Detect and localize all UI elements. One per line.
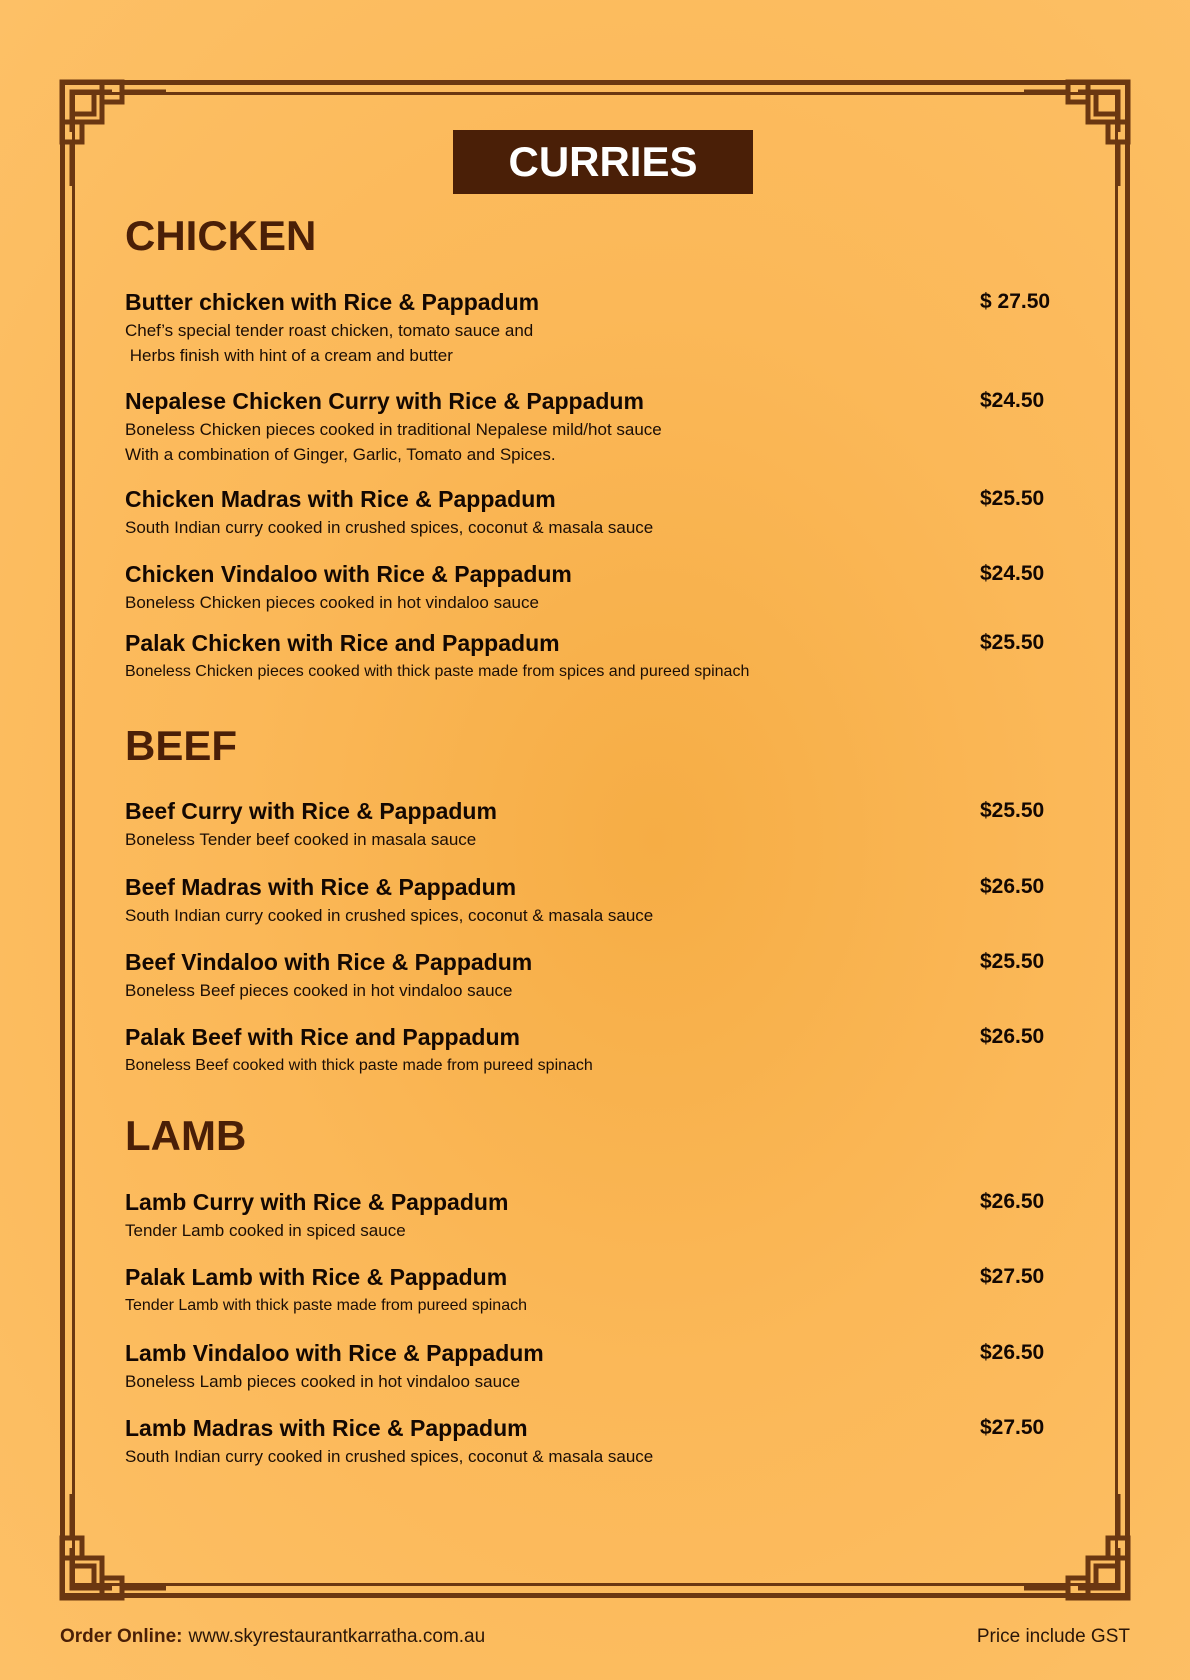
item-description: Boneless Tender beef cooked in masala sauce — [125, 830, 477, 849]
item-price: $25.50 — [980, 631, 1045, 654]
gst-note: Price include GST — [976, 1626, 1130, 1647]
order-online-label: Order Online: — [60, 1626, 183, 1647]
corner-ornament-icon — [58, 1490, 170, 1602]
item-name: Chicken Vindaloo with Rice & Pappadum — [125, 561, 572, 587]
corner-ornament-icon — [58, 78, 170, 190]
menu-item — [125, 1339, 1070, 1394]
menu-item — [125, 288, 1070, 368]
item-description: South Indian curry cooked in crushed spices, coconut & masala sauce — [125, 518, 654, 537]
item-description: Tender Lamb cooked in spiced sauce — [125, 1221, 406, 1240]
website-link[interactable]: www.skyrestaurantkarratha.com.au — [188, 1626, 486, 1647]
page-title: CURRIES — [453, 130, 753, 194]
item-description: South Indian curry cooked in crushed spices, coconut & masala sauce — [125, 906, 654, 925]
menu-item — [125, 485, 1070, 540]
section-title-chicken: CHICKEN — [125, 212, 317, 259]
item-description: With a combination of Ginger, Garlic, Tomato and Spices. — [125, 445, 556, 464]
menu-item — [125, 948, 1070, 1003]
item-description: Boneless Lamb pieces cooked in hot vindaloo sauce — [125, 1372, 521, 1391]
item-name: Beef Madras with Rice & Pappadum — [125, 874, 517, 900]
item-price: $26.50 — [980, 1341, 1045, 1364]
item-price: $26.50 — [980, 1025, 1045, 1048]
item-name: Lamb Curry with Rice & Pappadum — [125, 1189, 509, 1215]
item-price: $26.50 — [980, 875, 1045, 898]
item-name: Butter chicken with Rice & Pappadum — [125, 289, 540, 315]
item-name: Beef Curry with Rice & Pappadum — [125, 798, 497, 824]
item-description: Boneless Chicken pieces cooked in traditional Nepalese mild/hot sauce — [125, 420, 662, 439]
menu-item — [125, 560, 1070, 615]
item-name: Chicken Madras with Rice & Pappadum — [125, 486, 556, 512]
item-price: $27.50 — [980, 1265, 1045, 1288]
item-description: Boneless Beef pieces cooked in hot vindaloo sauce — [125, 981, 513, 1000]
section-title-lamb: LAMB — [125, 1112, 247, 1159]
item-price: $ 27.50 — [980, 290, 1051, 313]
item-description: Herbs finish with hint of a cream and butter — [125, 346, 453, 365]
corner-ornament-icon — [1020, 1490, 1132, 1602]
item-description: Boneless Chicken pieces cooked with thick paste made from spices and pureed spinach — [125, 663, 750, 680]
section-title-beef: BEEF — [125, 722, 238, 769]
item-price: $27.50 — [980, 1416, 1045, 1439]
menu-item — [125, 1023, 1070, 1078]
item-name: Beef Vindaloo with Rice & Pappadum — [125, 949, 533, 975]
item-price: $25.50 — [980, 487, 1045, 510]
menu-item — [125, 629, 1070, 684]
item-price: $25.50 — [980, 950, 1045, 973]
footer-order-online — [60, 1626, 485, 1648]
item-name: Nepalese Chicken Curry with Rice & Pappadum — [125, 388, 644, 414]
menu-item — [125, 873, 1070, 928]
item-price: $26.50 — [980, 1190, 1045, 1213]
item-name: Lamb Madras with Rice & Pappadum — [125, 1415, 528, 1441]
menu-item — [125, 387, 1070, 467]
item-description: South Indian curry cooked in crushed spices, coconut & masala sauce — [125, 1447, 654, 1466]
menu-item — [125, 797, 1070, 852]
item-description: Boneless Beef cooked with thick paste made from pureed spinach — [125, 1057, 593, 1074]
item-price: $24.50 — [980, 389, 1045, 412]
corner-ornament-icon — [1020, 78, 1132, 190]
item-name: Palak Chicken with Rice and Pappadum — [125, 630, 560, 656]
menu-item — [125, 1263, 1070, 1318]
item-name: Palak Lamb with Rice & Pappadum — [125, 1264, 508, 1290]
menu-item — [125, 1188, 1070, 1243]
item-description: Boneless Chicken pieces cooked in hot vindaloo sauce — [125, 593, 539, 612]
item-price: $25.50 — [980, 799, 1045, 822]
item-name: Lamb Vindaloo with Rice & Pappadum — [125, 1340, 544, 1366]
item-name: Palak Beef with Rice and Pappadum — [125, 1024, 520, 1050]
item-price: $24.50 — [980, 562, 1045, 585]
menu-item — [125, 1414, 1070, 1469]
item-description: Chef’s special tender roast chicken, tomato sauce and — [125, 321, 534, 340]
item-description: Tender Lamb with thick paste made from pureed spinach — [125, 1297, 527, 1314]
